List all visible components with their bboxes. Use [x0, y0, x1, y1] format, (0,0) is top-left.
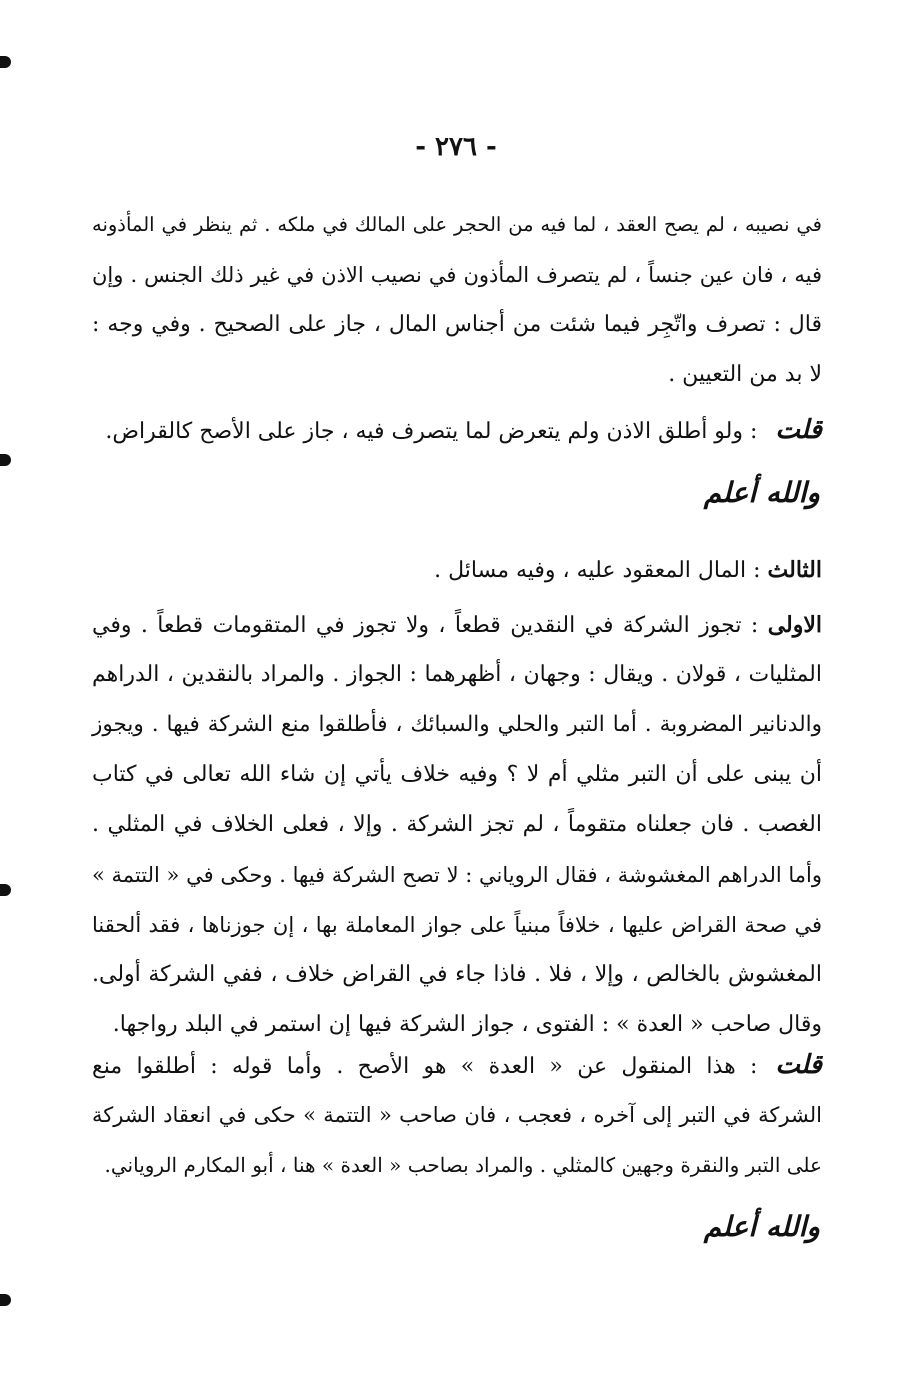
text-line: والدنانير المضروبة . أما التبر والحلي والسبائك ، فأطلقوا منع الشركة فيها . ويجوز [92, 712, 822, 737]
text-line [92, 545, 822, 595]
text-line: في نصيبه ، لم يصح العقد ، لما فيه من الحجر على المالك في ملكه . ثم ينظر في المأذونه [92, 213, 822, 236]
section-text: : المال المعقود عليه ، وفيه مسائل . [434, 558, 761, 583]
text-line [92, 600, 822, 650]
text-line: المثليات ، قولان . ويقال : وجهان ، أظهرهما : الجواز . والمراد بالنقدين ، الدراهم [92, 662, 822, 687]
section-label: الثالث [767, 557, 822, 583]
text-line: الشركة في التبر إلى آخره ، فعجب ، فان صاحب « التتمة » حكى في انعقاد الشركة [92, 1103, 822, 1127]
text-line [92, 405, 822, 455]
paragraph-first-question [92, 600, 822, 1050]
commentary-text: : ولو أطلق الاذن ولم يتعرض لما يتصرف فيه ، جاز على الأصح كالقراض. [105, 419, 758, 444]
text-line: فيه ، فان عين جنساً ، لم يتصرف المأذون في نصيب الاذن في غير ذلك الجنس . وإن [92, 263, 822, 287]
text-line: على التبر والنقرة وجهين كالمثلي . والمراد بصاحب « العدة » هنا ، أبو المكارم الروياني. [104, 1153, 822, 1177]
text-line: المغشوش بالخالص ، وإلا ، فلا . فاذا جاء في القراض خلاف ، ففي الشركة أولى. [92, 962, 822, 987]
text-line: قال : تصرف واتّجِر فيما شئت من أجناس المال ، جاز على الصحيح . وفي وجه : [92, 312, 822, 337]
text-line: الغصب . فان جعلناه متقوماً ، لم تجز الشركة . وإلا ، فعلى الخلاف في المثلي . [92, 812, 822, 837]
text-line: لا بد من التعيين . [668, 362, 822, 387]
scan-edge-mark [0, 56, 11, 68]
commentary-text: : هذا المنقول عن « العدة » هو الأصح . وأما قوله : أطلقوا منع [92, 1054, 758, 1079]
paragraph-continuation [92, 200, 822, 400]
question-text: : تجوز الشركة في النقدين قطعاً ، ولا تجوز في المتقومات قطعاً . وفي [92, 613, 759, 638]
text-line: في صحة القراض عليها ، خلافاً مبنياً على جواز المعاملة بها ، إن جوزناها ، فقد ألحقنا [92, 913, 822, 937]
text-line: أن يبنى على أن التبر مثلي أم لا ؟ وفيه خلاف يأتي إن شاء الله تعالى في كتاب [92, 762, 822, 787]
text-line [92, 1040, 822, 1090]
scan-edge-mark [0, 454, 11, 466]
commentary-label: قلت [775, 415, 822, 445]
text-line: وأما الدراهم المغشوشة ، فقال الروياني : لا تصح الشركة فيها . وحكى في « التتمة » [92, 863, 822, 887]
commentary-label: قلت [775, 1050, 822, 1080]
scan-edge-mark [0, 1294, 11, 1306]
commentary-paragraph [92, 405, 822, 455]
closing-formula: والله أعلم [703, 1210, 820, 1243]
text-line: وقال صاحب « العدة » : الفتوى ، جواز الشركة فيها إن استمر في البلد رواجها. [112, 1012, 822, 1037]
commentary-paragraph [92, 1040, 822, 1190]
scan-edge-mark [0, 884, 11, 896]
closing-formula: والله أعلم [703, 476, 820, 509]
section-heading [92, 545, 822, 595]
question-label: الاولى [767, 612, 823, 638]
page-number: - ٢٧٦ - [415, 132, 497, 162]
